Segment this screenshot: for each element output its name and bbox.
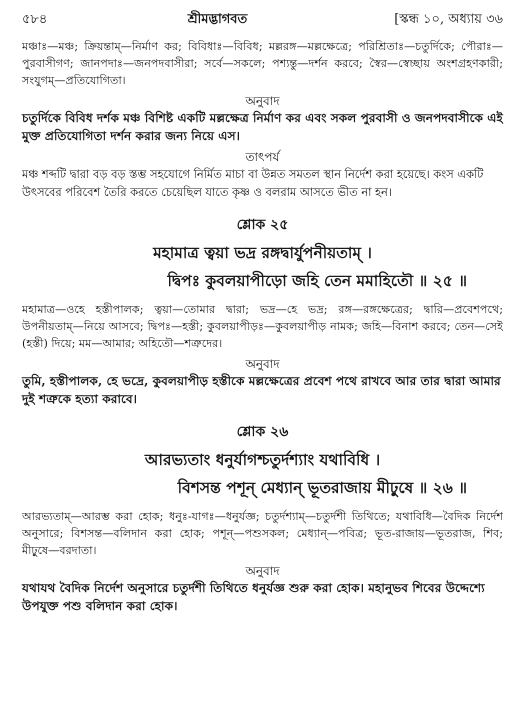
translation-label: অনুবাদ: [245, 94, 280, 108]
purport-label: তাৎপর্য: [245, 150, 280, 164]
translation-text: যথাযথ বৈদিক নির্দেশ অনুসারে চতুর্দশী তিথিতে ধনুর্যজ্ঞ শুরু করা হোক। মহানুভব শিবের উদ্দেশ্যে উপযুক্ত পশু বলিদান করা হোক।: [22, 581, 485, 613]
word-meaning: আরভ্যতাম্—আরম্ভ করা হোক; ধনুঃ-যাগঃ—ধনুর্যজ্ঞ; চতুর্দশ্যাম্—চতুর্দশী তিথিতে; যথাবিধি—বৈদিক নির্দেশ অনুসারে; বিশসন্ত—বলিদান করা হোক; পশূন্—পশুসকল; মেধ্যান্—পবিত্র; ভূত-রাজায়—ভূতরাজ, শিব; মীঢ়ুষে—বরদাতা।: [22, 510, 503, 557]
purport-text: মঞ্চ শব্দটি দ্বারা বড় বড় স্তম্ভ সহযোগে নির্মিত মাচা বা উন্নত সমতল স্থান নির্দেশ করা হয়েছে। কংস একটি উৎসবের পরিবেশ তৈরি করতে চেয়েছিল যাতে কৃষ্ণ ও বলরাম আসতে ভীত না হন।: [22, 167, 484, 199]
translation-text: তুমি, হস্তীপালক, হে ভদ্রে, কুবলয়াপীড় হস্তীকে মল্লক্ষেত্রের প্রবেশ পথে রাখবে আর তার দ্বারা আমার দুই শত্রুকে হত্যা করাবে।: [22, 374, 501, 406]
word-meaning: মহামাত্র—ওহে হস্তীপালক; ত্বয়া—তোমার দ্বারা; ভদ্র—হে ভদ্র; রঙ্গ—রঙ্গক্ষেত্রের; দ্বারি—প্রবেশপথে; উপনীয়তাম্—নিয়ে আসবে; দ্বিপঃ—হস্তী; কুবলয়াপীড়ঃ—কুবলয়াপীড় নামক; জহি—বিনাশ করবে; তেন—সেই (হস্তী) দিয়ে; মম—আমার; অহিতৌ—শত্রুদের।: [22, 303, 503, 350]
translation-label: অনুবাদ: [245, 564, 280, 578]
verse-line: বিশসন্ত পশূন্ মেধ্যান্ ভূতরাজায় মীঢ়ুষে ॥ ২৬ ॥: [177, 478, 467, 497]
section-reference: [স্কন্ধ ১০, অধ্যায় ৩৬: [394, 12, 503, 27]
book-title: শ্রীমদ্ভাগবত: [187, 12, 248, 27]
verse-line: দ্বিপঃ কুবলয়াপীড়ো জহি তেন মমাহিতৌ ॥ ২৫ ॥: [167, 271, 467, 290]
page-header: [22, 10, 503, 32]
word-meaning-intro: মঞ্চাঃ—মঞ্চ; ক্রিয়ন্তাম্—নির্মাণ কর; বিবিধাঃ—বিবিধ; মল্লরঙ্গ—মল্লক্ষেত্রে; পরিশ্রিতাঃ—চতুর্দিকে; পৌরাঃ—পুরবাসীগণ; জানপদাঃ—জনপদবাসীরা; সর্বে—সকলে; পশ্যন্তু—দর্শন করবে; স্বৈর—স্বেচ্ছায় অংশগ্রহণকারী; সংযুগম্—প্রতিযোগিতা।: [22, 40, 503, 87]
translation-label: অনুবাদ: [245, 357, 280, 371]
book-page: [22, 10, 503, 715]
verse-line: মহামাত্র ত্বয়া ভদ্র রঙ্গদ্বার্যুপনীয়তাম্ ।: [153, 243, 372, 262]
verse-heading: শ্লোক ২৬: [236, 424, 289, 440]
verse-heading: শ্লোক ২৫: [236, 217, 289, 233]
verse-line: আরভ্যতাং ধনুর্যাগশ্চতুর্দশ্যাং যথাবিধি ।: [144, 450, 381, 469]
translation-text: চতুর্দিকে বিবিধ দর্শক মঞ্চ বিশিষ্ট একটি মল্লক্ষেত্র নির্মাণ কর এবং সকল পুরবাসী ও জনপদবাসীকে এই মুক্ত প্রতিযোগিতা দর্শন করার জন্য নিয়ে এস।: [22, 111, 503, 143]
page-number: ৫৮৪: [22, 12, 48, 27]
